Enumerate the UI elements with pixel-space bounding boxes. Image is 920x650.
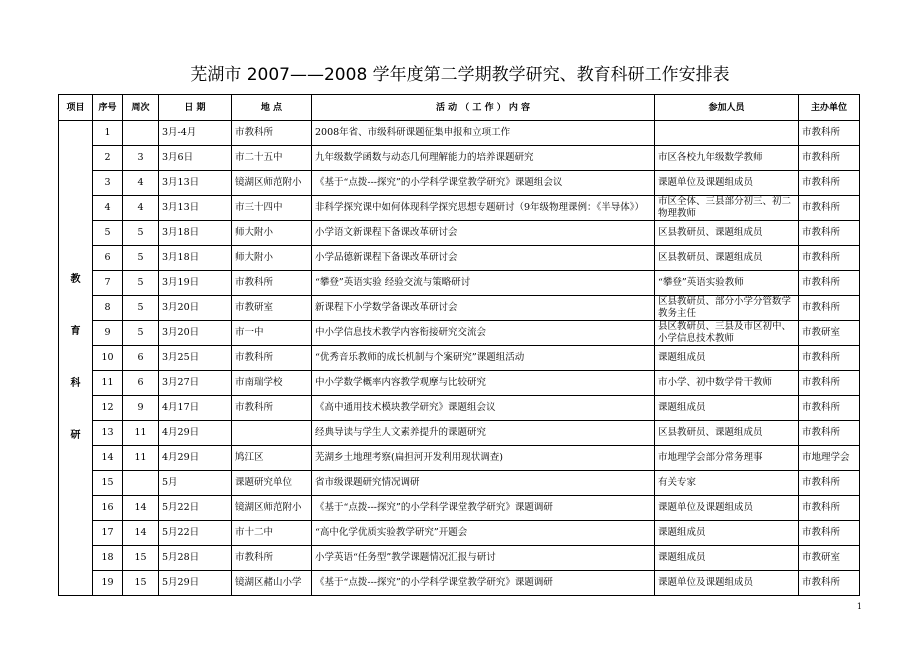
table-row [59, 146, 860, 171]
cell-date: 5月22日 [159, 521, 232, 546]
cell-activity: 非科学探究课中如何体现科学探究思想专题研讨（9年级物理课例：《半导体》） [312, 196, 655, 221]
cell-activity: 芜湖乡土地理考察(扁担河开发利用现状调查) [312, 446, 655, 471]
cell-place: 市二十五中 [232, 146, 312, 171]
cell-organizer: 市教科所 [799, 496, 860, 521]
cell-place: 鸠江区 [232, 446, 312, 471]
header-project: 项目 [59, 95, 93, 121]
cell-activity: 中小学信息技术教学内容衔接研究交流会 [312, 321, 655, 346]
cell-week: 5 [123, 246, 159, 271]
cell-participants: 县区教研员、三县及市区初中、小学信息技术教师 [655, 321, 799, 346]
cell-activity: 新课程下小学数学备课改革研讨会 [312, 296, 655, 321]
cell-week: 15 [123, 546, 159, 571]
cell-organizer: 市教科所 [799, 246, 860, 271]
cell-week: 11 [123, 446, 159, 471]
header-organizer: 主办单位 [799, 95, 860, 121]
project-cell [59, 121, 93, 596]
cell-seq: 5 [93, 221, 123, 246]
cell-activity: 中小学数学概率内容教学观摩与比较研究 [312, 371, 655, 396]
table-row [59, 446, 860, 471]
cell-organizer: 市地理学会 [799, 446, 860, 471]
cell-place: 市教科所 [232, 346, 312, 371]
header-participants: 参加人员 [655, 95, 799, 121]
cell-week: 4 [123, 196, 159, 221]
cell-organizer: 市教科所 [799, 271, 860, 296]
header-seq: 序号 [93, 95, 123, 121]
cell-week: 5 [123, 221, 159, 246]
cell-place: 师大附小 [232, 221, 312, 246]
cell-seq: 9 [93, 321, 123, 346]
cell-activity: 小学语文新课程下备课改革研讨会 [312, 221, 655, 246]
cell-place: 市南瑞学校 [232, 371, 312, 396]
table-row [59, 196, 860, 221]
cell-seq: 7 [93, 271, 123, 296]
project-char: 科 [70, 378, 81, 389]
cell-date: 5月29日 [159, 571, 232, 596]
cell-date: 4月29日 [159, 421, 232, 446]
header-place: 地 点 [232, 95, 312, 121]
cell-place: 镜湖区师范附小 [232, 496, 312, 521]
cell-organizer: 市教科所 [799, 521, 860, 546]
cell-date: 3月27日 [159, 371, 232, 396]
cell-date: 5月28日 [159, 546, 232, 571]
cell-seq: 8 [93, 296, 123, 321]
cell-date: 3月6日 [159, 146, 232, 171]
cell-organizer: 市教科所 [799, 471, 860, 496]
cell-seq: 19 [93, 571, 123, 596]
cell-participants: 课题单位及课题组成员 [655, 171, 799, 196]
cell-participants: 市小学、初中数学骨干教师 [655, 371, 799, 396]
cell-week: 14 [123, 496, 159, 521]
table-row [59, 121, 860, 146]
cell-participants: 区县教研员、课题组成员 [655, 421, 799, 446]
cell-organizer: 市教科所 [799, 196, 860, 221]
cell-date: 3月20日 [159, 296, 232, 321]
cell-activity: 《基于“点拨---探究”的小学科学课堂教学研究》课题调研 [312, 496, 655, 521]
cell-place: 市教科所 [232, 546, 312, 571]
cell-place: 市三十四中 [232, 196, 312, 221]
table-row [59, 346, 860, 371]
cell-week: 11 [123, 421, 159, 446]
cell-seq: 16 [93, 496, 123, 521]
cell-activity: “优秀音乐教师的成长机制与个案研究”课题组活动 [312, 346, 655, 371]
cell-participants: 课题组成员 [655, 546, 799, 571]
project-char: 教 [70, 274, 81, 285]
table-header-row [59, 95, 860, 121]
cell-organizer: 市教科所 [799, 421, 860, 446]
cell-seq: 6 [93, 246, 123, 271]
cell-participants: “攀登”英语实验教师 [655, 271, 799, 296]
table-row [59, 421, 860, 446]
cell-place [232, 421, 312, 446]
cell-date: 5月22日 [159, 496, 232, 521]
cell-participants: 课题组成员 [655, 346, 799, 371]
cell-seq: 10 [93, 346, 123, 371]
cell-date: 3月20日 [159, 321, 232, 346]
table-row [59, 471, 860, 496]
cell-organizer: 市教科所 [799, 571, 860, 596]
cell-activity: 省市级课题研究情况调研 [312, 471, 655, 496]
cell-place: 市教科所 [232, 396, 312, 421]
cell-date: 3月13日 [159, 171, 232, 196]
cell-activity: 九年级数学函数与动态几何理解能力的培养课题研究 [312, 146, 655, 171]
cell-date: 3月-4月 [159, 121, 232, 146]
cell-date: 4月17日 [159, 396, 232, 421]
cell-organizer: 市教科所 [799, 296, 860, 321]
table-row [59, 546, 860, 571]
cell-seq: 11 [93, 371, 123, 396]
table-row [59, 571, 860, 596]
cell-place: 镜湖区师范附小 [232, 171, 312, 196]
cell-participants: 有关专家 [655, 471, 799, 496]
table-row [59, 321, 860, 346]
header-week: 周次 [123, 95, 159, 121]
cell-week: 6 [123, 346, 159, 371]
project-char: 育 [70, 326, 81, 337]
table-row [59, 521, 860, 546]
cell-activity: 《基于“点拨---探究”的小学科学课堂教学研究》课题调研 [312, 571, 655, 596]
table-row [59, 496, 860, 521]
cell-organizer: 市教科所 [799, 396, 860, 421]
cell-seq: 18 [93, 546, 123, 571]
cell-participants [655, 121, 799, 146]
cell-week: 5 [123, 271, 159, 296]
cell-date: 3月25日 [159, 346, 232, 371]
cell-organizer: 市教科所 [799, 121, 860, 146]
cell-participants: 课题组成员 [655, 521, 799, 546]
cell-participants: 市区全体、三县部分初三、初二物理教师 [655, 196, 799, 221]
cell-activity: 经典导读与学生人文素养提升的课题研究 [312, 421, 655, 446]
project-char: 研 [70, 430, 81, 441]
cell-participants: 区县教研员、课题组成员 [655, 221, 799, 246]
table-row [59, 271, 860, 296]
cell-week: 15 [123, 571, 159, 596]
cell-participants: 区县教研员、课题组成员 [655, 246, 799, 271]
cell-seq: 17 [93, 521, 123, 546]
cell-week: 5 [123, 321, 159, 346]
cell-organizer: 市教科所 [799, 221, 860, 246]
cell-place: 市教研室 [232, 296, 312, 321]
cell-organizer: 市教科所 [799, 171, 860, 196]
header-activity: 活 动 （ 工 作 ） 内 容 [312, 95, 655, 121]
cell-seq: 2 [93, 146, 123, 171]
cell-participants: 课题单位及课题组成员 [655, 571, 799, 596]
table-row [59, 296, 860, 321]
cell-activity: 2008年省、市级科研课题征集申报和立项工作 [312, 121, 655, 146]
cell-place: 市十二中 [232, 521, 312, 546]
cell-participants: 课题组成员 [655, 396, 799, 421]
cell-activity: 小学品德新课程下备课改革研讨会 [312, 246, 655, 271]
header-date: 日 期 [159, 95, 232, 121]
cell-seq: 15 [93, 471, 123, 496]
cell-seq: 1 [93, 121, 123, 146]
cell-organizer: 市教研室 [799, 321, 860, 346]
cell-week: 9 [123, 396, 159, 421]
cell-place: 市教科所 [232, 271, 312, 296]
cell-date: 3月18日 [159, 246, 232, 271]
cell-activity: “攀登”英语实验 经验交流与策略研讨 [312, 271, 655, 296]
cell-date: 5月 [159, 471, 232, 496]
cell-participants: 市区各校九年级数学教师 [655, 146, 799, 171]
table-row [59, 371, 860, 396]
cell-participants: 区县教研员、部分小学分管数学教务主任 [655, 296, 799, 321]
cell-week [123, 471, 159, 496]
cell-week: 4 [123, 171, 159, 196]
cell-activity: “高中化学优质实验教学研究”开题会 [312, 521, 655, 546]
table-row [59, 221, 860, 246]
table-row [59, 171, 860, 196]
cell-place: 镜湖区赭山小学 [232, 571, 312, 596]
table-row [59, 246, 860, 271]
page-number: 1 [856, 602, 862, 611]
schedule-table [58, 94, 860, 596]
cell-place: 课题研究单位 [232, 471, 312, 496]
cell-activity: 《基于“点拨---探究”的小学科学课堂教学研究》课题组会议 [312, 171, 655, 196]
cell-organizer: 市教科所 [799, 346, 860, 371]
cell-week [123, 121, 159, 146]
cell-place: 师大附小 [232, 246, 312, 271]
page-title: 芜湖市 2007——2008 学年度第二学期教学研究、教育科研工作安排表 [190, 65, 730, 85]
cell-week: 14 [123, 521, 159, 546]
cell-date: 3月18日 [159, 221, 232, 246]
table-row [59, 396, 860, 421]
cell-week: 3 [123, 146, 159, 171]
cell-activity: 《高中通用技术模块教学研究》课题组会议 [312, 396, 655, 421]
cell-place: 市一中 [232, 321, 312, 346]
cell-organizer: 市教科所 [799, 371, 860, 396]
cell-week: 5 [123, 296, 159, 321]
cell-week: 6 [123, 371, 159, 396]
cell-seq: 4 [93, 196, 123, 221]
cell-activity: 小学英语“任务型”教学课题情况汇报与研讨 [312, 546, 655, 571]
cell-participants: 市地理学会部分常务理事 [655, 446, 799, 471]
cell-date: 3月19日 [159, 271, 232, 296]
cell-place: 市教科所 [232, 121, 312, 146]
cell-participants: 课题单位及课题组成员 [655, 496, 799, 521]
cell-seq: 14 [93, 446, 123, 471]
cell-seq: 13 [93, 421, 123, 446]
cell-organizer: 市教科所 [799, 146, 860, 171]
cell-seq: 3 [93, 171, 123, 196]
cell-organizer: 市教研室 [799, 546, 860, 571]
cell-seq: 12 [93, 396, 123, 421]
cell-date: 3月13日 [159, 196, 232, 221]
table-body [59, 121, 860, 596]
cell-date: 4月29日 [159, 446, 232, 471]
